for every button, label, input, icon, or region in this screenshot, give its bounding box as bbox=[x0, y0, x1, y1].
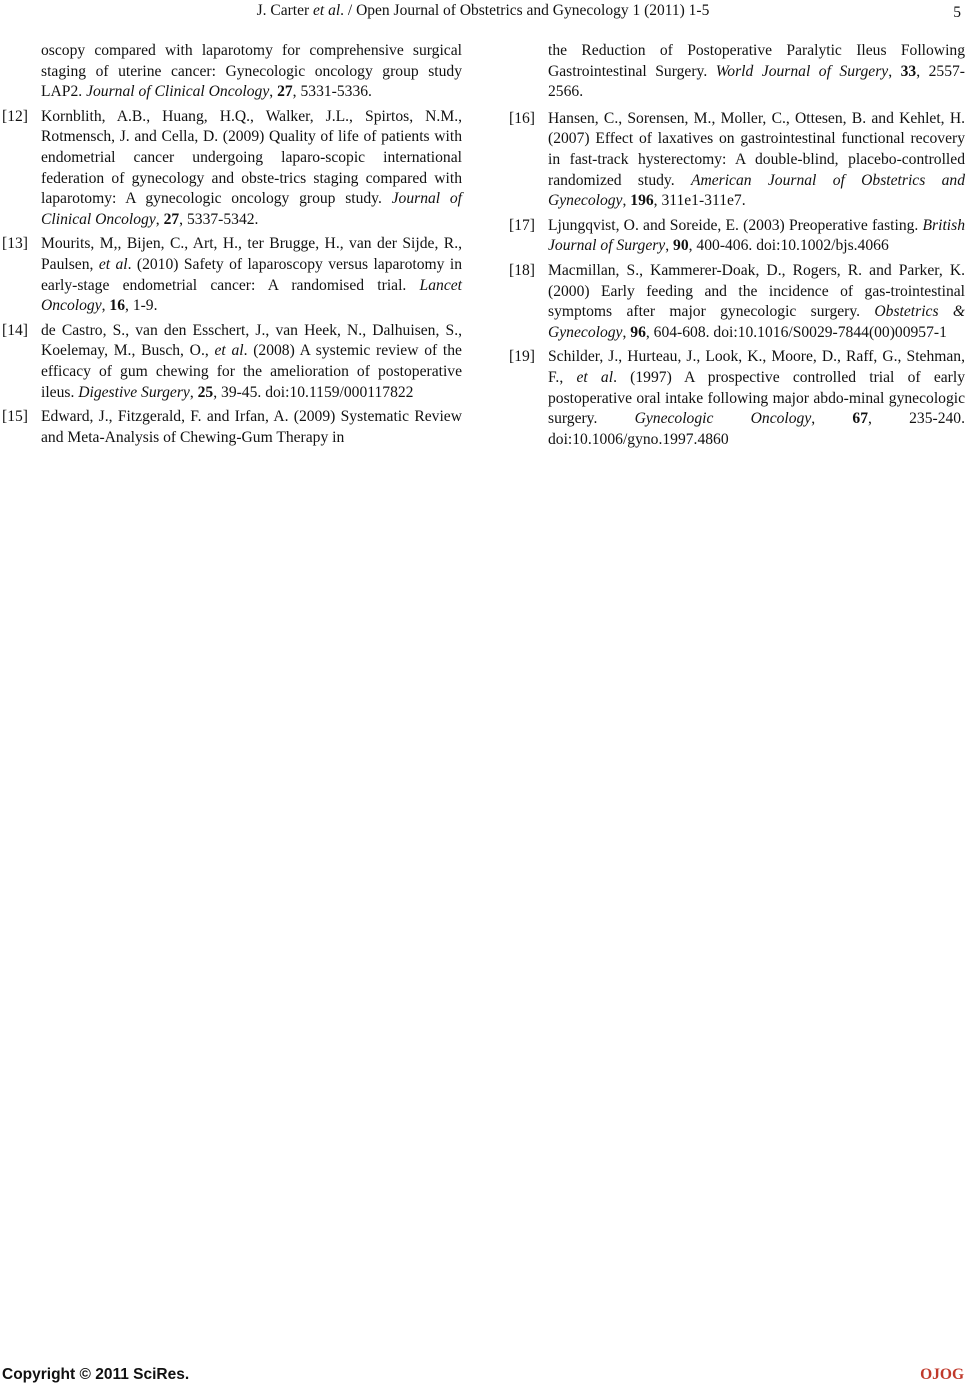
reference-19 bbox=[509, 347, 965, 450]
reference-11-continued bbox=[2, 41, 462, 103]
ref-text: , bbox=[811, 410, 853, 428]
ref-journal: Obstetrics & Gynecology bbox=[548, 303, 965, 341]
ref-pages: , 5331-5336. bbox=[292, 83, 372, 101]
ref-journal: World Journal of Surgery bbox=[715, 62, 889, 80]
reference-14 bbox=[2, 321, 462, 403]
ref-text: Edward, J., Fitzgerald, F. and Irfan, A. (2009) Systematic Review and Meta-Analysis of Chewing-Gum Therapy in bbox=[41, 408, 462, 446]
ref-text: the Reduction of Postoperative Paralytic Ileus Following Gastrointestinal Surgery. bbox=[548, 42, 965, 80]
ref-text: . (2010) Safety of laparoscopy versus laparotomy in early-stage endometrial cancer: A randomised trial. bbox=[41, 255, 462, 294]
reference-12 bbox=[2, 107, 462, 231]
ref-text: de Castro, S., van den Esschert, J., van Heek, N., Dalhuisen, S., Koelemay, M., Busch, O., bbox=[41, 321, 462, 360]
ref-text: Ljungqvist, O. and Soreide, E. (2003) Preoperative fasting. bbox=[548, 216, 923, 234]
ref-etal: et al bbox=[576, 368, 614, 386]
ref-number: [14] bbox=[2, 321, 28, 339]
ref-pages: , 39-45. doi:10.1159/000117822 bbox=[213, 383, 414, 401]
header-etal: et al bbox=[313, 2, 341, 19]
ref-text: Hansen, C., Sorensen, M., Moller, C., Ottesen, B. and Kehlet, H. (2007) Effect of laxatives on gastrointestinal functional recovery in fast-track hysterectomy: A double-blind, placebo-controlled randomized study. bbox=[548, 109, 965, 189]
ref-journal: Gynecologic Oncology bbox=[634, 410, 812, 428]
ref-volume: 25 bbox=[197, 383, 214, 401]
reference-15-continued bbox=[509, 41, 965, 103]
ref-journal: Journal of Clinical Oncology bbox=[41, 190, 462, 228]
ref-volume: 67 bbox=[852, 410, 868, 428]
ref-number: [16] bbox=[509, 109, 535, 127]
ref-pages: , 1-9. bbox=[125, 297, 158, 315]
ref-text: , bbox=[622, 323, 631, 341]
header-journal-citation: . / Open Journal of Obstetrics and Gynecology 1 (2011) 1-5 bbox=[340, 2, 710, 19]
ref-text: , bbox=[622, 192, 631, 210]
ref-pages: , 5337-5342. bbox=[179, 210, 259, 228]
ref-volume: 196 bbox=[630, 192, 654, 210]
ref-text: , bbox=[189, 383, 198, 401]
ref-text: , bbox=[155, 210, 164, 228]
ref-pages: , 235-240. doi:10.1006/gyno.1997.4860 bbox=[548, 410, 966, 448]
copyright-notice: Copyright © 2011 SciRes. bbox=[2, 1366, 190, 1383]
journal-abbreviation: OJOG bbox=[920, 1366, 964, 1383]
ref-volume: 33 bbox=[900, 62, 917, 80]
ref-text: . (2008) A systemic review of the efficacy of gum chewing for the amelioration of postoperative ileus. bbox=[41, 342, 462, 401]
reference-17 bbox=[509, 216, 965, 257]
ref-number: [12] bbox=[2, 107, 28, 125]
ref-pages: , 2557-2566. bbox=[548, 62, 965, 101]
ref-text: , bbox=[101, 297, 110, 315]
ref-journal: American Journal of Obstetrics and Gynecology bbox=[548, 171, 965, 210]
ref-text: , bbox=[269, 83, 278, 101]
ref-volume: 27 bbox=[277, 83, 293, 101]
ref-text: , bbox=[665, 237, 674, 255]
ref-number: [19] bbox=[509, 348, 535, 366]
ref-pages: , 400-406. doi:10.1002/bjs.4066 bbox=[688, 237, 889, 255]
ref-text: . (1997) A prospective controlled trial of early postoperative oral intake following major abdo-minal gynecologic surgery. bbox=[548, 368, 965, 428]
reference-18 bbox=[509, 261, 965, 343]
page-number: 5 bbox=[953, 4, 961, 21]
header-author: J. Carter bbox=[256, 2, 314, 19]
ref-text: Mourits, M,, Bijen, C., Art, H., ter Brugge, H., van der Sijde, R., Paulsen, bbox=[41, 235, 462, 273]
ref-volume: 96 bbox=[630, 323, 646, 341]
ref-volume: 90 bbox=[673, 237, 689, 255]
ref-number: [18] bbox=[509, 261, 535, 279]
ref-volume: 27 bbox=[163, 210, 180, 228]
running-header bbox=[0, 2, 966, 20]
reference-15 bbox=[2, 407, 462, 448]
ref-journal: Journal of Clinical Oncology bbox=[86, 83, 270, 101]
ref-journal: Digestive Surgery bbox=[78, 383, 190, 401]
ref-journal: British Journal of Surgery bbox=[548, 216, 965, 255]
ref-number: [17] bbox=[509, 216, 535, 234]
ref-text: Macmillan, S., Kammerer-Doak, D., Rogers, R. and Parker, K. (2000) Early feeding and the incidence of gas-trointestinal symptoms after major gynecologic surgery. bbox=[548, 261, 965, 321]
ref-text: Kornblith, A.B., Huang, H.Q., Walker, J.L., Spirtos, N.M., Rotmensch, J. and Cella, D. (2009) Quality of life of patients with endometrial cancer undergoing laparo-scopic international federation of gynecology and obste-trics staging compared with laparotomy: A gynecologic oncology group study. bbox=[41, 107, 462, 208]
reference-16 bbox=[509, 109, 965, 212]
left-column bbox=[2, 41, 462, 452]
ref-etal: et al bbox=[98, 255, 128, 273]
ref-pages: , 604-608. doi:10.1016/S0029-7844(00)00957-1 bbox=[645, 323, 947, 341]
ref-pages: , 311e1-311e7. bbox=[653, 192, 746, 210]
ref-journal: Lancet Oncology bbox=[41, 276, 462, 315]
reference-13 bbox=[2, 234, 462, 316]
ref-text: oscopy compared with laparotomy for comprehensive surgical staging of uterine cancer: Gynecologic oncology group study LAP2. bbox=[41, 42, 462, 101]
ref-text: Schilder, J., Hurteau, J., Look, K., Moore, D., Raff, G., Stehman, F., bbox=[548, 348, 965, 386]
right-column bbox=[509, 41, 965, 454]
ref-etal: et al bbox=[214, 342, 244, 360]
ref-number: [13] bbox=[2, 235, 28, 253]
ref-text: , bbox=[888, 62, 901, 80]
ref-number: [15] bbox=[2, 408, 28, 426]
ref-volume: 16 bbox=[109, 297, 126, 315]
